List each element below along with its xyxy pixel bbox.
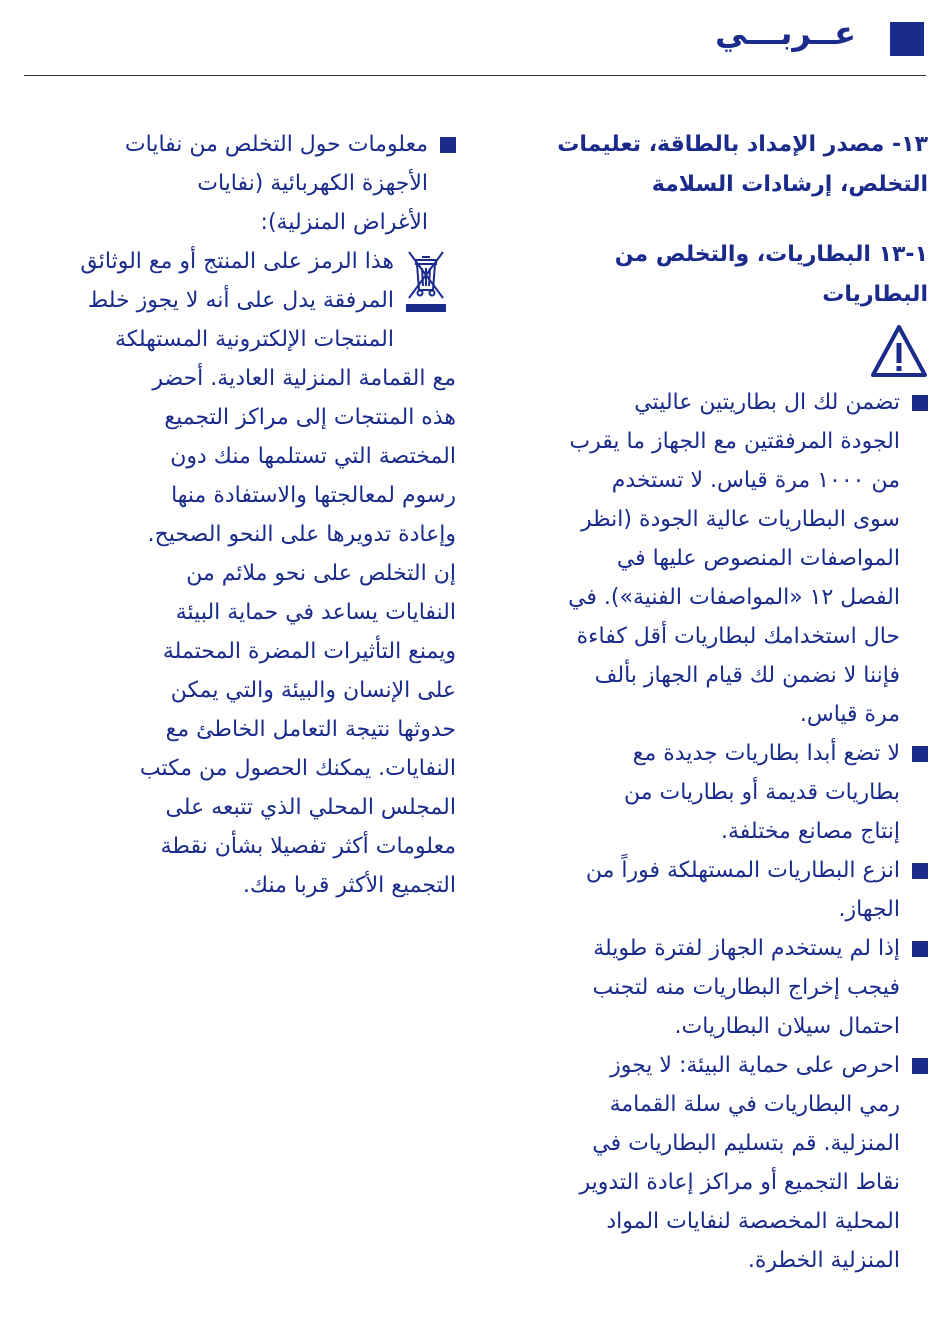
text-line: معلومات حول التخلص من نفايات <box>124 132 428 157</box>
text-line: المختصة التي تستلمها منك دون <box>170 444 456 469</box>
text-line: احرص على حماية البيئة: لا يجوز <box>610 1053 900 1078</box>
text-line: معلومات أكثر تفصيلا بشأن نقطة <box>160 834 456 859</box>
text-line: مع القمامة المنزلية العادية. أحضر <box>152 366 456 391</box>
text-line: المنتجات الإلكترونية المستهلكة <box>114 327 394 352</box>
square-bullet-icon <box>912 395 928 411</box>
section-heading-13-1 <box>498 235 928 315</box>
disposal-info-item <box>16 125 456 242</box>
left-column <box>16 125 456 905</box>
text-line: وإعادة تدويرها على النحو الصحيح. <box>147 522 456 547</box>
square-bullet-icon <box>440 137 456 153</box>
text-line: فيجب إخراج البطاريات منه لتجنب <box>592 975 900 1000</box>
text-line: إن التخلص على نحو ملائم من <box>186 561 456 586</box>
square-bullet-icon <box>912 746 928 762</box>
text-line: تضمن لك ال بطاريتين عاليتي <box>634 390 900 415</box>
square-bullet-icon <box>912 941 928 957</box>
heading-line: البطاريات <box>822 282 928 307</box>
weee-paragraph <box>16 242 456 905</box>
text-line: إذا لم يستخدم الجهاز لفترة طويلة <box>593 936 900 961</box>
text-line: المواصفات المنصوص عليها في <box>616 546 900 571</box>
text-line: النفايات. يمكنك الحصول من مكتب <box>139 756 456 781</box>
text-line: نقاط التجميع أو مراكز إعادة التدوير <box>579 1170 900 1195</box>
header-square-icon <box>890 22 924 56</box>
text-line: المنزلية. قم بتسليم البطاريات في <box>592 1131 900 1156</box>
text-line: النفايات يساعد في حماية البيئة <box>175 600 456 625</box>
text-line: مرة قياس. <box>799 702 900 727</box>
text-line: بطاريات قديمة أو بطاريات من <box>623 780 900 805</box>
text-line: المرفقة يدل على أنه لا يجوز خلط <box>87 288 394 313</box>
text-line: سوى البطاريات عالية الجودة (انظر <box>580 507 900 532</box>
text-line: من ١٠٠٠ مرة قياس. لا تستخدم <box>611 468 900 493</box>
text-line: فإننا لا نضمن لك قيام الجهاز بألف <box>594 663 900 688</box>
text-line: حدوثها نتيجة التعامل الخاطئ مع <box>165 717 456 742</box>
text-line: إنتاج مصانع مختلفة. <box>721 819 900 844</box>
warning-triangle-icon <box>870 323 928 379</box>
text-line: رسوم لمعالجتها والاستفادة منها <box>171 483 456 508</box>
text-line: رمي البطاريات في سلة القمامة <box>609 1092 900 1117</box>
text-line: الجهاز. <box>838 897 900 922</box>
text-line: الفصل ١٢ «المواصفات الفنية»). في <box>568 585 900 610</box>
text-line: لا تضع أبدا بطاريات جديدة مع <box>632 741 900 766</box>
text-line: هذه المنتجات إلى مراكز التجميع <box>164 405 456 430</box>
list-item <box>498 1046 928 1280</box>
heading-line: ١٣- مصدر الإمداد بالطاقة، تعليمات <box>557 132 928 157</box>
square-bullet-icon <box>912 863 928 879</box>
text-line: الأجهزة الكهربائية (نفايات <box>197 171 428 196</box>
text-line: انزع البطاريات المستهلكة فوراً من <box>585 858 900 883</box>
right-column <box>498 125 928 1280</box>
language-title: عــربـــي <box>715 14 856 52</box>
list-item <box>498 851 928 929</box>
square-bullet-icon <box>912 1058 928 1074</box>
warning-block <box>498 323 928 383</box>
text-line: الأغراض المنزلية): <box>260 210 428 235</box>
text-line: هذا الرمز على المنتج أو مع الوثائق <box>80 249 394 274</box>
text-line: المجلس المحلي الذي تتبعه على <box>165 795 456 820</box>
page-header <box>24 0 926 76</box>
list-item <box>498 383 928 734</box>
text-line: المنزلية الخطرة. <box>747 1248 900 1273</box>
text-line: المحلية المخصصة لنفايات المواد <box>606 1209 900 1234</box>
text-line: التجميع الأكثر قربا منك. <box>242 873 456 898</box>
text-line: حال استخدامك لبطاريات أقل كفاءة <box>576 624 900 649</box>
text-line: ويمنع التأثيرات المضرة المحتملة <box>162 639 456 664</box>
list-item <box>498 929 928 1046</box>
heading-line: التخلص، إرشادات السلامة <box>651 172 928 197</box>
crossed-bin-icon <box>404 246 448 316</box>
text-line: الجودة المرفقتين مع الجهاز ما يقرب <box>569 429 900 454</box>
section-heading-13 <box>498 125 928 205</box>
text-line: على الإنسان والبيئة والتي يمكن <box>170 678 456 703</box>
list-item <box>498 734 928 851</box>
heading-line: ١-١٣ البطاريات، والتخلص من <box>614 242 928 267</box>
text-line: احتمال سيلان البطاريات. <box>674 1014 900 1039</box>
